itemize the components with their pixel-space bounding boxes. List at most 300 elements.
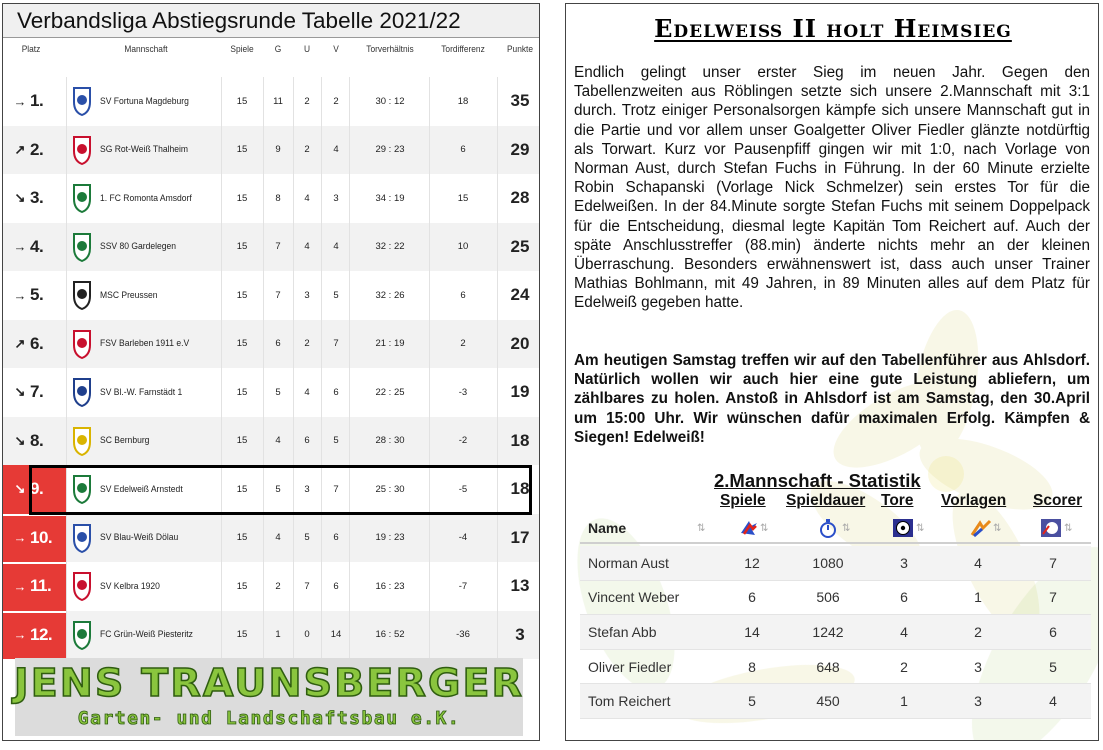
- article-title: [566, 14, 1099, 43]
- standings-tore: 29 : 23: [375, 144, 405, 156]
- standings-spiele: 15: [236, 241, 248, 253]
- sponsor-name: JENS TRAUNSBERGER: [13, 661, 525, 705]
- stat-scorer: 4: [1049, 693, 1057, 710]
- standings-punkte: 13: [510, 576, 530, 596]
- standings-row: [3, 611, 539, 660]
- player-name: Oliver Fiedler: [588, 658, 672, 675]
- column-divider: [349, 320, 350, 369]
- column-divider: [293, 320, 294, 369]
- team-name: SV Blau-Weiß Dölau: [100, 532, 179, 544]
- column-divider: [429, 77, 430, 126]
- stat-spiele: 8: [748, 658, 756, 675]
- trend-arrow-icon: →: [13, 239, 27, 255]
- stat-spiele: 5: [748, 693, 756, 710]
- own-team-highlight: [29, 465, 532, 515]
- column-divider: [293, 126, 294, 175]
- team-crest-icon: [72, 426, 92, 456]
- standings-tore: 34 : 19: [375, 192, 405, 204]
- stat-tore: 3: [900, 554, 908, 571]
- standings-g: 2: [275, 580, 281, 592]
- standings-diff: 6: [460, 144, 466, 156]
- column-divider: [321, 223, 322, 272]
- column-divider: [321, 611, 322, 660]
- stats-title: 2.Mannschaft - Statistik: [714, 470, 921, 491]
- standings-u: 2: [304, 95, 310, 107]
- stats-row: [580, 615, 1091, 650]
- rank: 11.: [30, 576, 52, 596]
- goal-ball-icon: [892, 517, 914, 539]
- column-divider: [66, 77, 67, 126]
- stat-vorlagen: 3: [974, 693, 982, 710]
- rank: 4.: [30, 236, 44, 256]
- standings-panel: [2, 3, 540, 741]
- rank: 12.: [30, 624, 53, 644]
- standings-u: 4: [304, 241, 310, 253]
- trend-arrow-icon: →: [13, 93, 27, 109]
- standings-g: 1: [275, 629, 281, 641]
- header-g: G: [274, 44, 282, 55]
- standings-g: 4: [275, 532, 281, 544]
- standings-g: 9: [275, 144, 281, 156]
- standings-spiele: 15: [236, 435, 248, 447]
- team-name: SV Fortuna Magdeburg: [100, 95, 189, 107]
- standings-spiele: 15: [236, 532, 248, 544]
- standings-u: 0: [304, 629, 310, 641]
- standings-punkte: 28: [510, 188, 530, 208]
- rank: 5.: [30, 285, 44, 305]
- column-divider: [263, 514, 264, 563]
- standings-row: [3, 368, 539, 417]
- standings-spiele: 15: [236, 483, 248, 495]
- column-divider: [221, 126, 222, 175]
- standings-spiele: 15: [236, 580, 248, 592]
- column-divider: [66, 223, 67, 272]
- standings-title: Verbandsliga Abstiegsrunde Tabelle 2021/22: [3, 4, 539, 38]
- standings-v: 2: [333, 95, 339, 107]
- stat-spieldauer: 1080: [812, 554, 844, 571]
- standings-row: [3, 562, 539, 611]
- column-divider: [263, 320, 264, 369]
- stat-scorer: 7: [1049, 554, 1057, 571]
- column-divider: [221, 417, 222, 466]
- standings-row: [3, 223, 539, 272]
- column-divider: [293, 611, 294, 660]
- column-divider: [429, 368, 430, 417]
- standings-tore: 32 : 26: [375, 289, 405, 301]
- standings-tore: 19 : 23: [375, 532, 405, 544]
- stat-tore: 4: [900, 623, 908, 640]
- column-divider: [497, 320, 498, 369]
- team-name: FSV Barleben 1911 e.V: [100, 338, 190, 350]
- column-divider: [221, 271, 222, 320]
- sort-spiele-icon[interactable]: ⇅: [760, 523, 769, 534]
- column-divider: [66, 368, 67, 417]
- team-crest-icon: [72, 135, 92, 165]
- stats-row: [580, 546, 1091, 581]
- standings-v: 6: [333, 386, 339, 398]
- stats-row: [580, 581, 1091, 616]
- standings-spiele: 15: [236, 144, 248, 156]
- column-divider: [429, 514, 430, 563]
- column-divider: [429, 174, 430, 223]
- standings-spiele: 15: [236, 629, 248, 641]
- article-body: Endlich gelingt unser erster Sieg im neuen Jahr. Gegen den Tabellenzweiten aus Röblingen setzte sich unsere 2.Mannschaft mit 3:1 durch. Trotz einiger Personalsorgen kämpfe sich unsere Mannschaft gut in die Partie und vor allem unser Goalgetter Oliver Fiedler glänzte notdürftig als Torwart. Kurz vor Pausenpfiff gingen wir mit 1:0, nach Vorlage von Norman Aust, durch Stefan Fuchs in Führung. In der 60 Minute erzielte Robin Schapanski (Vorlage Nick Schmelzer) sein erstes Tor für die Edelweißen. In der 84.Minute sorgte Stefan Fuchs mit seinem Doppelpack für die Entscheidung, diesmal legte Kapitän Tom Reichert auf. Auch der späte Anschlusstreffer (88.min) änderte nichts mehr an der kleinen Überraschung. Besonders erwähnenswert ist, dass auch unser Trainer Mathias Bohlmann, mit 49 Jahren, in 89 Minuten alles auf dem Platz für Edelweiß gegeben hatte.: [574, 64, 1090, 312]
- column-divider: [349, 368, 350, 417]
- column-divider: [263, 368, 264, 417]
- trend-arrow-icon: →: [13, 530, 27, 546]
- standings-u: 7: [304, 580, 310, 592]
- trend-arrow-icon: ↘: [14, 190, 26, 206]
- standings-u: 3: [304, 289, 310, 301]
- stat-spieldauer: 648: [816, 658, 840, 675]
- column-divider: [497, 126, 498, 175]
- trend-arrow-icon: ↗: [14, 141, 26, 157]
- standings-tore: 16 : 23: [375, 580, 405, 592]
- team-name: SV Bl.-W. Farnstädt 1: [100, 386, 183, 398]
- player-name: Stefan Abb: [588, 623, 657, 640]
- column-divider: [349, 417, 350, 466]
- column-divider: [497, 174, 498, 223]
- standings-v: 3: [333, 192, 339, 204]
- scorer-icon: [1040, 517, 1062, 539]
- trend-arrow-icon: ↗: [14, 335, 26, 351]
- column-divider: [321, 417, 322, 466]
- column-divider: [321, 514, 322, 563]
- trend-arrow-icon: ↘: [14, 481, 26, 497]
- header-tordifferenz: Tordifferenz: [441, 44, 485, 55]
- article-panel: [565, 3, 1099, 741]
- column-divider: [429, 320, 430, 369]
- column-divider: [497, 271, 498, 320]
- standings-v: 7: [333, 483, 339, 495]
- team-crest-icon: [72, 377, 92, 407]
- standings-diff: 15: [457, 192, 469, 204]
- stats-col-scorer: Scorer: [1033, 492, 1083, 509]
- standings-punkte: 18: [510, 430, 530, 450]
- sort-tore-icon[interactable]: ⇅: [916, 523, 925, 534]
- column-divider: [429, 562, 430, 611]
- standings-spiele: 15: [236, 95, 248, 107]
- rank: 3.: [30, 188, 44, 208]
- column-divider: [66, 417, 67, 466]
- column-divider: [293, 514, 294, 563]
- column-divider: [349, 223, 350, 272]
- stat-spieldauer: 506: [816, 589, 840, 606]
- column-divider: [293, 562, 294, 611]
- column-divider: [293, 223, 294, 272]
- standings-g: 11: [273, 95, 283, 107]
- standings-diff: 6: [460, 289, 466, 301]
- standings-v: 5: [333, 435, 339, 447]
- trend-arrow-icon: ↘: [14, 432, 26, 448]
- standings-diff: -2: [458, 435, 468, 447]
- standings-tore: 30 : 12: [375, 95, 405, 107]
- standings-diff: -36: [456, 629, 470, 641]
- stats-col-tore: Tore: [881, 492, 914, 509]
- standings-row: [3, 320, 539, 369]
- standings-v: 5: [333, 289, 339, 301]
- trend-arrow-icon: →: [13, 578, 27, 594]
- team-crest-icon: [72, 183, 92, 213]
- stat-tore: 6: [900, 589, 908, 606]
- standings-g: 7: [275, 241, 281, 253]
- team-name: SC Bernburg: [100, 435, 150, 447]
- standings-punkte: 19: [510, 382, 530, 402]
- team-crest-icon: [72, 620, 92, 650]
- column-divider: [497, 562, 498, 611]
- stat-tore: 2: [900, 658, 908, 675]
- assist-icon: [970, 517, 992, 539]
- player-name: Tom Reichert: [588, 693, 671, 710]
- column-divider: [497, 417, 498, 466]
- standings-punkte: 18: [510, 479, 530, 499]
- standings-u: 5: [304, 532, 310, 544]
- standings-g: 5: [275, 483, 281, 495]
- stats-col-spiele: Spiele: [720, 492, 766, 509]
- stat-spieldauer: 1242: [812, 623, 844, 640]
- article-announcement: Am heutigen Samstag treffen wir auf den Tabellenführer aus Ahlsdorf. Natürlich wollen wir auch hier eine gute Leistung abliefern, um zählbares zu holen. Anstoß in Ahlsdorf ist am Samstag, den 30.April um 15:00 Uhr. Wir wünschen dafür maximalen Erfolg. Kämpfen & Siegen! Edelweiß!: [574, 352, 1090, 446]
- standings-g: 4: [275, 435, 281, 447]
- team-crest-icon: [72, 523, 92, 553]
- standings-punkte: 35: [510, 91, 530, 111]
- team-name: SV Kelbra 1920: [100, 580, 160, 592]
- team-crest-icon: [72, 232, 92, 262]
- column-divider: [349, 611, 350, 660]
- column-divider: [429, 223, 430, 272]
- column-divider: [293, 368, 294, 417]
- standings-g: 5: [275, 386, 281, 398]
- stat-tore: 1: [900, 693, 908, 710]
- column-divider: [66, 126, 67, 175]
- team-name: FC Grün-Weiß Piesteritz: [100, 629, 193, 641]
- standings-tore: 16 : 52: [375, 629, 405, 641]
- stat-spiele: 12: [744, 554, 760, 571]
- standings-punkte: 25: [510, 236, 530, 256]
- column-divider: [321, 126, 322, 175]
- spiele-icon: [738, 517, 760, 539]
- column-divider: [293, 271, 294, 320]
- standings-g: 6: [275, 338, 281, 350]
- team-crest-icon: [72, 280, 92, 310]
- rank: 6.: [30, 333, 44, 353]
- standings-tore: 21 : 19: [375, 338, 405, 350]
- standings-tore: 28 : 30: [375, 435, 405, 447]
- stat-vorlagen: 3: [974, 658, 982, 675]
- standings-u: 4: [304, 192, 310, 204]
- column-divider: [66, 174, 67, 223]
- column-divider: [349, 514, 350, 563]
- column-divider: [349, 77, 350, 126]
- standings-diff: -3: [458, 386, 468, 398]
- standings-v: 6: [333, 580, 339, 592]
- column-divider: [221, 514, 222, 563]
- header-mannschaft: Mannschaft: [124, 44, 168, 55]
- standings-spiele: 15: [236, 386, 248, 398]
- standings-diff: -4: [458, 532, 468, 544]
- header-platz: Platz: [21, 44, 41, 55]
- team-name: SV Edelweiß Arnstedt: [100, 483, 183, 495]
- column-divider: [321, 562, 322, 611]
- column-divider: [497, 77, 498, 126]
- team-name: SSV 80 Gardelegen: [100, 241, 177, 253]
- stat-vorlagen: 4: [974, 554, 982, 571]
- stats-row: [580, 684, 1091, 719]
- standings-spiele: 15: [236, 338, 248, 350]
- column-divider: [321, 271, 322, 320]
- trend-arrow-icon: →: [13, 287, 27, 303]
- column-divider: [66, 611, 67, 660]
- header-punkte: Punkte: [506, 44, 534, 55]
- player-name: Vincent Weber: [588, 589, 680, 606]
- standings-u: 4: [304, 386, 310, 398]
- sort-name-icon[interactable]: ⇅: [697, 523, 706, 534]
- stats-name-header[interactable]: Name: [588, 520, 627, 536]
- column-divider: [293, 417, 294, 466]
- standings-punkte: 3: [515, 624, 525, 644]
- column-divider: [221, 562, 222, 611]
- column-divider: [221, 368, 222, 417]
- header-torverhaeltnis: Torverhältnis: [366, 44, 414, 55]
- standings-header: [3, 39, 539, 77]
- column-divider: [221, 77, 222, 126]
- stat-vorlagen: 2: [974, 623, 982, 640]
- column-divider: [263, 174, 264, 223]
- standings-row: [3, 126, 539, 175]
- standings-diff: 10: [457, 241, 469, 253]
- header-u: U: [303, 44, 311, 55]
- column-divider: [321, 77, 322, 126]
- rank: 10.: [30, 527, 53, 547]
- sponsor-subtitle: Garten- und Landschaftsbau e.K.: [77, 708, 461, 729]
- column-divider: [66, 320, 67, 369]
- stats-table-header: [580, 511, 1091, 544]
- standings-tore: 25 : 30: [375, 483, 405, 495]
- standings-diff: 18: [457, 95, 469, 107]
- standings-punkte: 20: [510, 333, 530, 353]
- rank: 1.: [30, 91, 44, 111]
- column-divider: [263, 611, 264, 660]
- trend-arrow-icon: ↘: [14, 384, 26, 400]
- standings-punkte: 17: [510, 527, 530, 547]
- column-divider: [221, 320, 222, 369]
- trend-arrow-icon: →: [13, 627, 27, 643]
- sort-scorer-icon[interactable]: ⇅: [1064, 523, 1073, 534]
- team-crest-icon: [72, 571, 92, 601]
- column-divider: [321, 320, 322, 369]
- column-divider: [263, 562, 264, 611]
- column-divider: [429, 271, 430, 320]
- standings-punkte: 29: [510, 139, 530, 159]
- standings-diff: 2: [460, 338, 466, 350]
- rank: 2.: [30, 139, 44, 159]
- standings-row: [3, 271, 539, 320]
- column-divider: [221, 223, 222, 272]
- column-divider: [429, 417, 430, 466]
- standings-row: [3, 417, 539, 466]
- column-divider: [497, 368, 498, 417]
- standings-u: 2: [304, 144, 310, 156]
- column-divider: [263, 271, 264, 320]
- stat-scorer: 6: [1049, 623, 1057, 640]
- column-divider: [321, 368, 322, 417]
- standings-v: 6: [333, 532, 339, 544]
- column-divider: [263, 417, 264, 466]
- stats-col-spieldauer: Spieldauer: [786, 492, 866, 509]
- team-name: MSC Preussen: [100, 289, 158, 301]
- standings-v: 4: [333, 144, 339, 156]
- team-name: 1. FC Romonta Amsdorf: [100, 192, 192, 204]
- rank: 8.: [30, 430, 44, 450]
- column-divider: [321, 174, 322, 223]
- standings-diff: -7: [458, 580, 468, 592]
- team-crest-icon: [72, 329, 92, 359]
- rank: 7.: [30, 382, 44, 402]
- column-divider: [263, 223, 264, 272]
- stats-row: [580, 650, 1091, 685]
- stat-vorlagen: 1: [974, 589, 982, 606]
- column-divider: [349, 174, 350, 223]
- sort-spieldauer-icon[interactable]: ⇅: [842, 523, 851, 534]
- standings-spiele: 15: [236, 192, 248, 204]
- column-divider: [497, 223, 498, 272]
- standings-u: 2: [304, 338, 310, 350]
- column-divider: [66, 514, 67, 563]
- standings-row: [3, 514, 539, 563]
- stat-spieldauer: 450: [816, 693, 840, 710]
- column-divider: [221, 174, 222, 223]
- sponsor-banner: [15, 658, 523, 736]
- column-divider: [349, 271, 350, 320]
- stat-spiele: 14: [744, 623, 760, 640]
- standings-tore: 32 : 22: [375, 241, 405, 253]
- column-divider: [293, 77, 294, 126]
- standings-u: 6: [304, 435, 310, 447]
- column-divider: [349, 126, 350, 175]
- stats-col-vorlagen: Vorlagen: [941, 492, 1007, 509]
- column-divider: [429, 126, 430, 175]
- standings-tore: 22 : 25: [375, 386, 405, 398]
- standings-v: 4: [333, 241, 339, 253]
- standings-g: 7: [275, 289, 281, 301]
- player-name: Norman Aust: [588, 554, 669, 571]
- standings-diff: -5: [458, 483, 468, 495]
- column-divider: [429, 611, 430, 660]
- team-name: SG Rot-Weiß Thalheim: [100, 144, 189, 156]
- column-divider: [497, 611, 498, 660]
- rank: 9.: [30, 479, 44, 499]
- standings-v: 7: [333, 338, 339, 350]
- column-divider: [66, 562, 67, 611]
- standings-punkte: 24: [510, 285, 530, 305]
- article-title-text: Edelweiß II holt Heimsieg: [654, 14, 1012, 43]
- sort-vorlagen-icon[interactable]: ⇅: [993, 523, 1002, 534]
- column-divider: [263, 77, 264, 126]
- standings-row: [3, 174, 539, 223]
- team-crest-icon: [72, 86, 92, 116]
- column-divider: [66, 271, 67, 320]
- standings-g: 8: [275, 192, 281, 204]
- stopwatch-icon: [817, 517, 839, 539]
- stat-scorer: 5: [1049, 658, 1057, 675]
- header-v: V: [333, 44, 339, 55]
- standings-spiele: 15: [236, 289, 248, 301]
- column-divider: [349, 562, 350, 611]
- column-divider: [221, 611, 222, 660]
- column-divider: [293, 174, 294, 223]
- column-divider: [263, 126, 264, 175]
- header-spiele: Spiele: [230, 44, 254, 55]
- column-divider: [497, 514, 498, 563]
